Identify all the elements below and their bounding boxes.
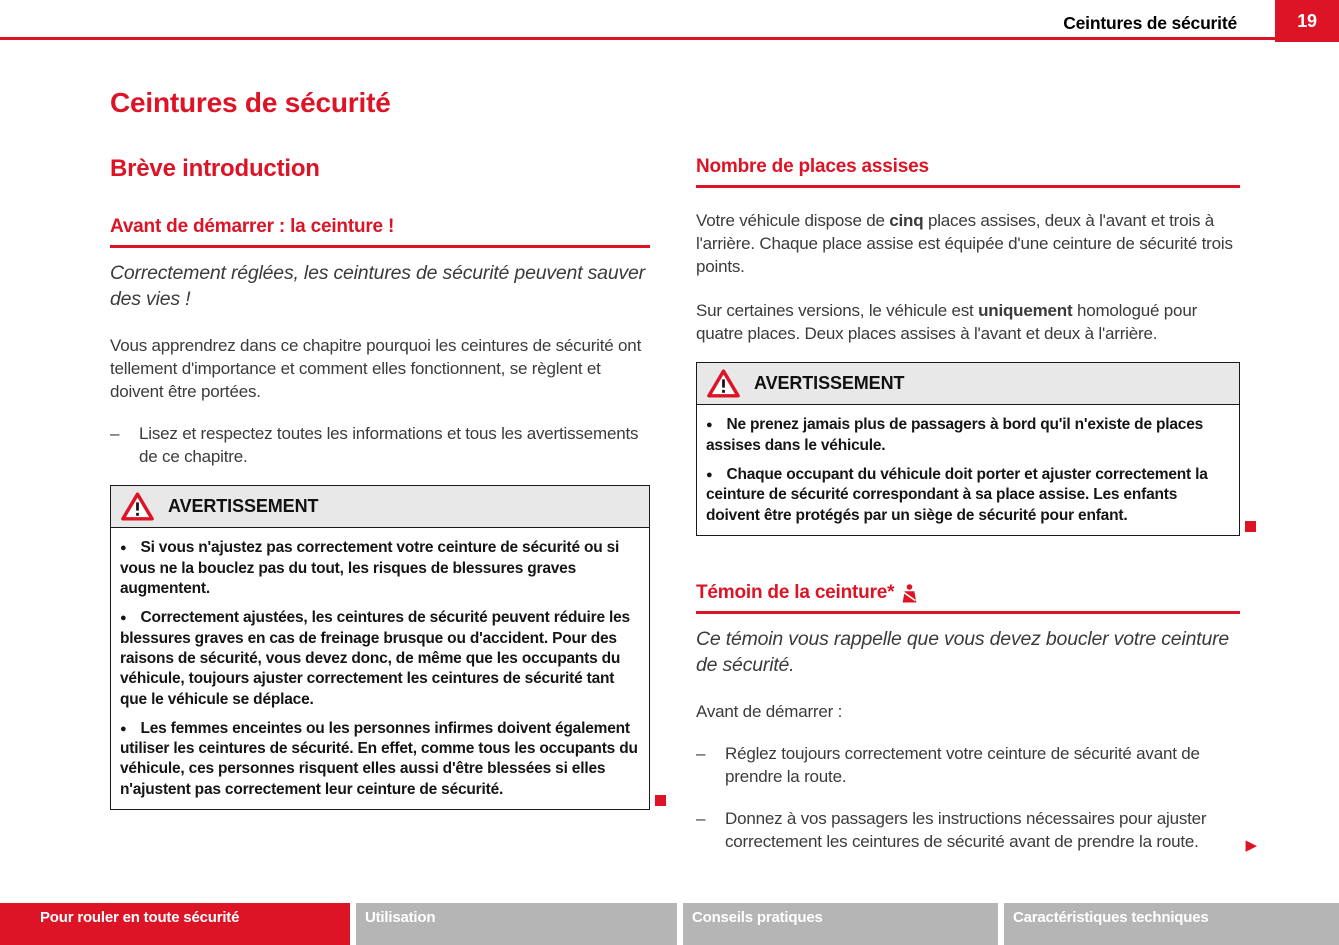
- footer-tab-conseils-pratiques: Conseils pratiques: [683, 903, 998, 945]
- section-end-marker: [655, 795, 666, 806]
- warning-triangle-icon: [706, 368, 741, 399]
- warning-header: [697, 363, 1239, 405]
- warning-item-text: Les femmes enceintes ou les personnes infirmes doivent également utiliser les ceintures de sécurité. En effet, comme tous les occupants du véhicule, ces personnes risquent elles aussi d'être blessées si elles n'ajustent pas correctement leur ceinture de sécurité.: [120, 719, 638, 798]
- dash-glyph: –: [110, 424, 120, 444]
- warning-item: [706, 465, 1230, 526]
- warning-body: [697, 405, 1239, 534]
- seats-heading: Nombre de places assises: [696, 156, 1240, 188]
- chapter-header-title: Ceintures de sécurité: [1063, 13, 1237, 33]
- warning-body: [111, 528, 649, 809]
- bullet-glyph: ●: [120, 612, 127, 625]
- footer-tab-utilisation: Utilisation: [356, 903, 677, 945]
- warning-item-text: Si vous n'ajustez pas correctement votre ceinture de sécurité ou si vous ne la bouclez pas du tout, les risques de blessures graves augmentent.: [120, 539, 620, 598]
- text-run: Votre véhicule dispose de: [696, 210, 890, 230]
- footer-tab-bar: [0, 903, 1339, 945]
- seats-paragraph-2: [696, 299, 1240, 345]
- warning-item-text: Ne prenez jamais plus de passagers à bord qu'il n'existe de places assises dans le véhicule.: [706, 416, 1204, 454]
- text-run: Sur certaines versions, le véhicule est: [696, 301, 979, 321]
- warning-item: [120, 608, 640, 709]
- footer-tab-caracteristiques-techniques: Caractéristiques techniques: [1004, 903, 1339, 945]
- list-item: [696, 807, 1257, 854]
- list-item: [696, 742, 1240, 788]
- list-item-text: Réglez toujours correctement votre ceinture de sécurité avant de prendre la route.: [725, 743, 1200, 786]
- page-title: Ceintures de sécurité: [110, 87, 391, 118]
- list-item-text: Donnez à vos passagers les instructions nécessaires pour ajuster correctement les ceintures de sécurité avant de prendre la route.: [725, 808, 1207, 851]
- subsection-title: Avant de démarrer : la ceinture !: [110, 216, 650, 248]
- footer-tab-pour-rouler-en-toute-securite: Pour rouler en toute sécurité: [0, 903, 350, 945]
- warning-box: [110, 485, 650, 810]
- warning-header: [111, 486, 649, 528]
- belt-lead-paragraph: Ce témoin vous rappelle que vous devez boucler votre ceinture de sécurité.: [696, 627, 1230, 676]
- seat-belt-icon: [902, 584, 917, 603]
- warning-item-text: Correctement ajustées, les ceintures de sécurité peuvent réduire les blessures graves en cas de freinage brusque ou d'accident. Pour des raisons de sécurité, vous devez donc, de même que les occupants du véhicule, toujours ajuster correctement les ceintures de sécurité tant que le véhicule se déplace.: [120, 609, 630, 708]
- list-item-text: Lisez et respectez toutes les informations et tous les avertissements de ce chapitre.: [139, 424, 639, 467]
- bold-text-run: uniquement: [978, 301, 1073, 321]
- dash-glyph: –: [696, 808, 706, 828]
- right-column: [696, 156, 1257, 854]
- section-end-marker: [1245, 521, 1256, 532]
- warning-item: [706, 415, 1230, 456]
- bullet-glyph: ●: [120, 542, 127, 555]
- bullet-glyph: ●: [706, 468, 713, 481]
- warning-item: [120, 538, 640, 599]
- warning-label: AVERTISSEMENT: [168, 496, 319, 517]
- warning-box: [696, 362, 1240, 535]
- header-rule: [0, 37, 1339, 40]
- lead-paragraph: Correctement réglées, les ceintures de sécurité peuvent sauver des vies !: [110, 262, 645, 310]
- text-run: homologué pour quatre places. Deux places assises à l'avant et deux à l'arrière.: [696, 301, 1198, 344]
- warning-triangle-icon: [120, 491, 155, 522]
- bullet-glyph: ●: [706, 419, 713, 432]
- belt-intro-paragraph: Avant de démarrer :: [696, 701, 843, 721]
- section-title: Brève introduction: [110, 154, 320, 182]
- intro-paragraph: Vous apprendrez dans ce chapitre pourquoi les ceintures de sécurité ont tellement d'importance et comment elles fonctionnent, se règlent et doivent être portées.: [110, 335, 642, 402]
- warning-item-text: Chaque occupant du véhicule doit porter et ajuster correctement la ceinture de sécurité correspondant à sa place assise. Les enfants doivent être protégés par un siège de sécurité pour enfant.: [706, 465, 1208, 524]
- bullet-glyph: ●: [120, 722, 127, 735]
- warning-label: AVERTISSEMENT: [754, 373, 905, 394]
- text-run: places assises, deux à l'avant et trois à l'arrière. Chaque place assise est équipée d'une ceinture de sécurité trois points.: [696, 210, 1233, 277]
- page-number-badge: 19: [1275, 0, 1339, 42]
- left-column: [110, 88, 650, 810]
- belt-heading-text: Témoin de la ceinture*: [696, 581, 895, 603]
- seats-paragraph-1: [696, 209, 1240, 278]
- bold-text-run: cinq: [889, 210, 924, 230]
- warning-item: [120, 719, 640, 800]
- dash-glyph: –: [696, 743, 706, 763]
- list-item: [110, 422, 650, 468]
- continuation-arrow-icon: ▶: [1245, 836, 1257, 854]
- belt-warning-heading: [696, 582, 1240, 614]
